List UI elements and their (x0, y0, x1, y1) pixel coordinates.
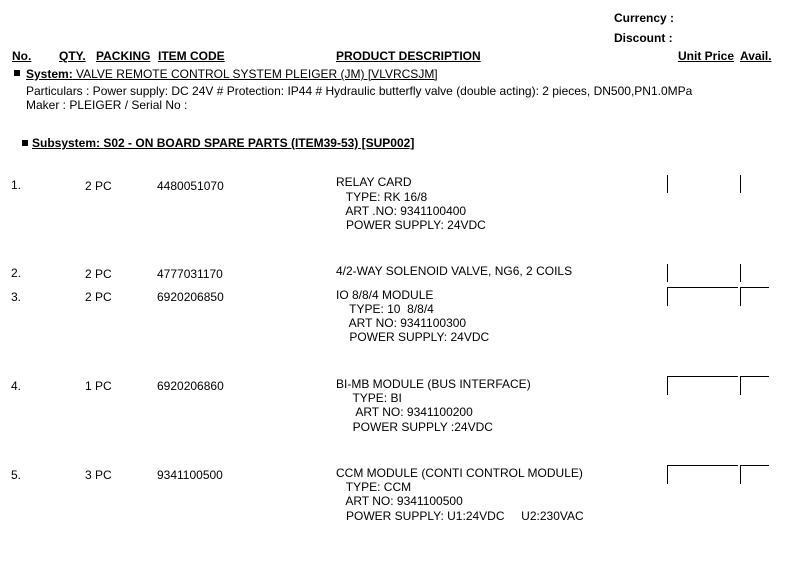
item-qty: 2 PC (85, 267, 112, 281)
item-qty: 2 PC (85, 290, 112, 304)
col-qty: QTY. (59, 49, 86, 63)
unit-price-field[interactable] (667, 376, 738, 395)
system-title: VALVE REMOTE CONTROL SYSTEM PLEIGER (JM) [VLVRCSJM] (76, 67, 438, 81)
subsystem-title: S02 - ON BOARD SPARE PARTS (ITEM39-53) [SUP002] (103, 136, 415, 150)
item-desc-line: RELAY CARD (336, 175, 412, 189)
unit-price-field[interactable] (667, 175, 738, 193)
item-desc-line: POWER SUPPLY :24VDC (336, 420, 493, 434)
item-desc-line: TYPE: 10 8/8/4 (336, 302, 434, 316)
item-qty: 1 PC (85, 379, 112, 393)
item-qty: 3 PC (85, 468, 112, 482)
item-desc-line: IO 8/8/4 MODULE (336, 288, 434, 302)
unit-price-field[interactable] (667, 264, 738, 282)
avail-field[interactable] (740, 376, 769, 395)
item-no: 2. (11, 266, 22, 280)
system-label: System: (26, 67, 73, 81)
subsystem-heading (32, 136, 414, 150)
item-desc-line: ART NO: 9341100500 (336, 494, 463, 508)
col-packing: PACKING (96, 49, 151, 63)
col-no: No. (12, 49, 32, 63)
system-maker: Maker : PLEIGER / Serial No : (26, 98, 188, 112)
avail-field[interactable] (740, 175, 769, 193)
item-no: 4. (11, 379, 22, 393)
item-desc-line: POWER SUPPLY: U1:24VDC U2:230VAC (336, 509, 584, 523)
col-avail: Avail. (740, 49, 772, 63)
item-no: 5. (11, 468, 22, 482)
item-desc-line: BI-MB MODULE (BUS INTERFACE) (336, 377, 531, 391)
bullet-square-icon (22, 140, 28, 146)
item-desc-line: POWER SUPPLY: 24VDC (336, 330, 490, 344)
item-code: 6920206860 (157, 379, 224, 393)
item-code: 9341100500 (157, 468, 223, 482)
col-product-description: PRODUCT DESCRIPTION (336, 49, 481, 63)
col-unit-price: Unit Price (678, 49, 735, 63)
unit-price-field[interactable] (667, 465, 738, 484)
discount-label: Discount : (614, 31, 673, 45)
item-code: 4480051070 (157, 179, 224, 193)
subsystem-label: Subsystem: (32, 136, 101, 150)
item-code: 6920206850 (157, 290, 224, 304)
item-no: 1. (11, 178, 22, 192)
item-desc-line: TYPE: CCM (336, 480, 412, 494)
col-item-code: ITEM CODE (158, 49, 225, 63)
item-no: 3. (11, 290, 22, 304)
avail-field[interactable] (740, 287, 769, 306)
item-code: 4777031170 (157, 267, 223, 281)
currency-label: Currency : (614, 11, 675, 25)
avail-field[interactable] (740, 465, 769, 484)
unit-price-field[interactable] (667, 287, 738, 306)
item-desc-line: POWER SUPPLY: 24VDC (336, 218, 486, 232)
item-desc-line: ART .NO: 9341100400 (336, 204, 467, 218)
item-qty: 2 PC (85, 179, 112, 193)
item-desc-line: ART NO: 9341100200 (336, 405, 473, 419)
avail-field[interactable] (740, 264, 769, 282)
item-desc-line: TYPE: BI (336, 391, 402, 405)
item-desc-line: TYPE: RK 16/8 (336, 190, 428, 204)
item-desc-line: ART NO: 9341100300 (336, 316, 467, 330)
system-heading (26, 67, 438, 81)
item-desc-line: CCM MODULE (CONTI CONTROL MODULE) (336, 466, 583, 480)
bullet-square-icon (14, 70, 20, 76)
system-particulars: Particulars : Power supply: DC 24V # Protection: IP44 # Hydraulic butterfly valve (double acting): 2 pieces, DN500,PN1.0MPa (26, 84, 693, 98)
item-desc-line: 4/2-WAY SOLENOID VALVE, NG6, 2 COILS (336, 264, 573, 278)
